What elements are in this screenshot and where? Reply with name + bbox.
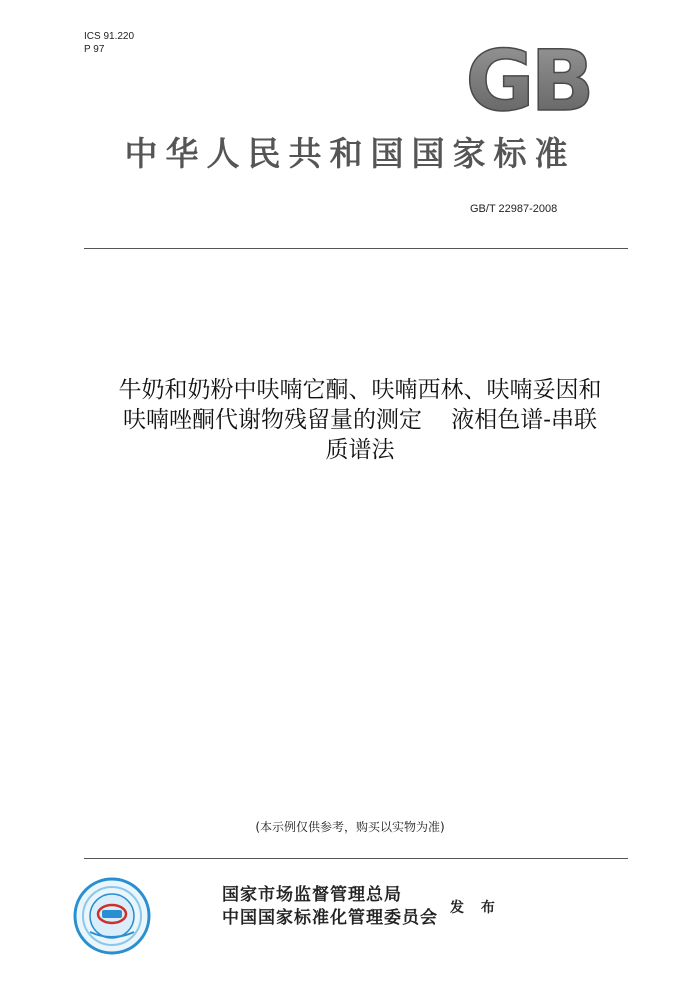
footer-divider — [84, 858, 628, 859]
sample-note: (本示例仅供参考，购买以实物为准) — [255, 820, 445, 834]
ics-code: ICS 91.220 — [84, 31, 135, 42]
title-line: 牛奶和奶粉中呋喃它酮、呋喃西林、呋喃妥因和 — [118, 377, 602, 403]
national-standard-title: 中华人民共和国国家标准 — [124, 134, 576, 173]
issuer: 中国国家标准化管理委员会 — [222, 908, 438, 928]
issuing-authorities — [222, 884, 438, 930]
gb-logo — [458, 38, 598, 120]
title-line: 呋喃唑酮代谢物残留量的测定 液相色谱-串联 — [122, 407, 597, 433]
gb-logo-text: GB — [465, 38, 591, 120]
classification-codes — [84, 30, 134, 56]
ccs-code: P 97 — [84, 44, 105, 55]
header-divider — [84, 248, 628, 249]
standard-number: GB/T 22987-2008 — [470, 203, 558, 215]
document-title — [40, 375, 680, 465]
publish-label: 发 布 — [450, 900, 501, 916]
certification-seal-icon — [72, 876, 152, 956]
title-line: 质谱法 — [325, 437, 395, 463]
issuer: 国家市场监督管理总局 — [222, 885, 402, 905]
